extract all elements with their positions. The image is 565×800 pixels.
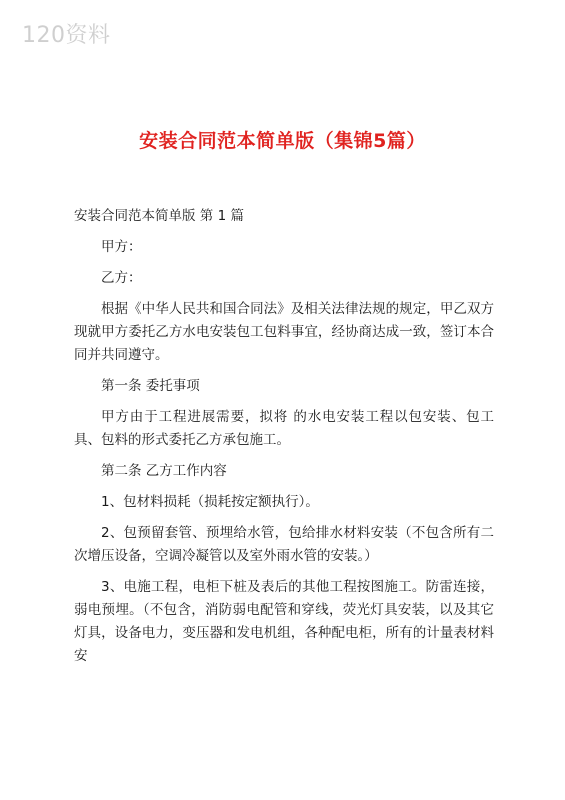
- document-body: [74, 205, 494, 676]
- paragraph-preamble: 根据《中华人民共和国合同法》及相关法律法规的规定，甲乙双方现就甲方委托乙方水电安装包工包料事宜，经协商达成一致，签订本合同并共同遵守。: [74, 301, 494, 363]
- paragraph-article-2-heading: 第二条 乙方工作内容: [101, 463, 227, 479]
- paragraph-section-heading: 安装合同范本简单版 第 1 篇: [74, 208, 244, 224]
- watermark: 120资料: [22, 23, 111, 48]
- paragraph-article-1-heading: 第一条 委托事项: [101, 378, 200, 394]
- paragraph-article-1-body: 甲方由于工程进展需要，拟将 的水电安装工程以包安装、包工具、包料的形式委托乙方承包施工。: [74, 409, 494, 448]
- paragraph-party-b: 乙方：: [101, 270, 142, 286]
- document-title: 安装合同范本简单版（集锦5篇）: [139, 130, 426, 152]
- paragraph-item-1: 1、包材料损耗（损耗按定额执行）。: [101, 494, 319, 510]
- paragraph-item-3: 3、电施工程，电柜下桩及表后的其他工程按图施工。防雷连接，弱电预埋。（不包含，消防弱电配管和穿线，荧光灯具安装，以及其它灯具，设备电力，变压器和发电机组，各种配电柜，所有的计量表材料安: [74, 579, 494, 664]
- paragraph-party-a: 甲方：: [101, 239, 142, 255]
- paragraph-item-2: 2、包预留套管、预埋给水管，包给排水材料安装（不包含所有二次增压设备，空调冷凝管以及室外雨水管的安装。）: [74, 525, 494, 564]
